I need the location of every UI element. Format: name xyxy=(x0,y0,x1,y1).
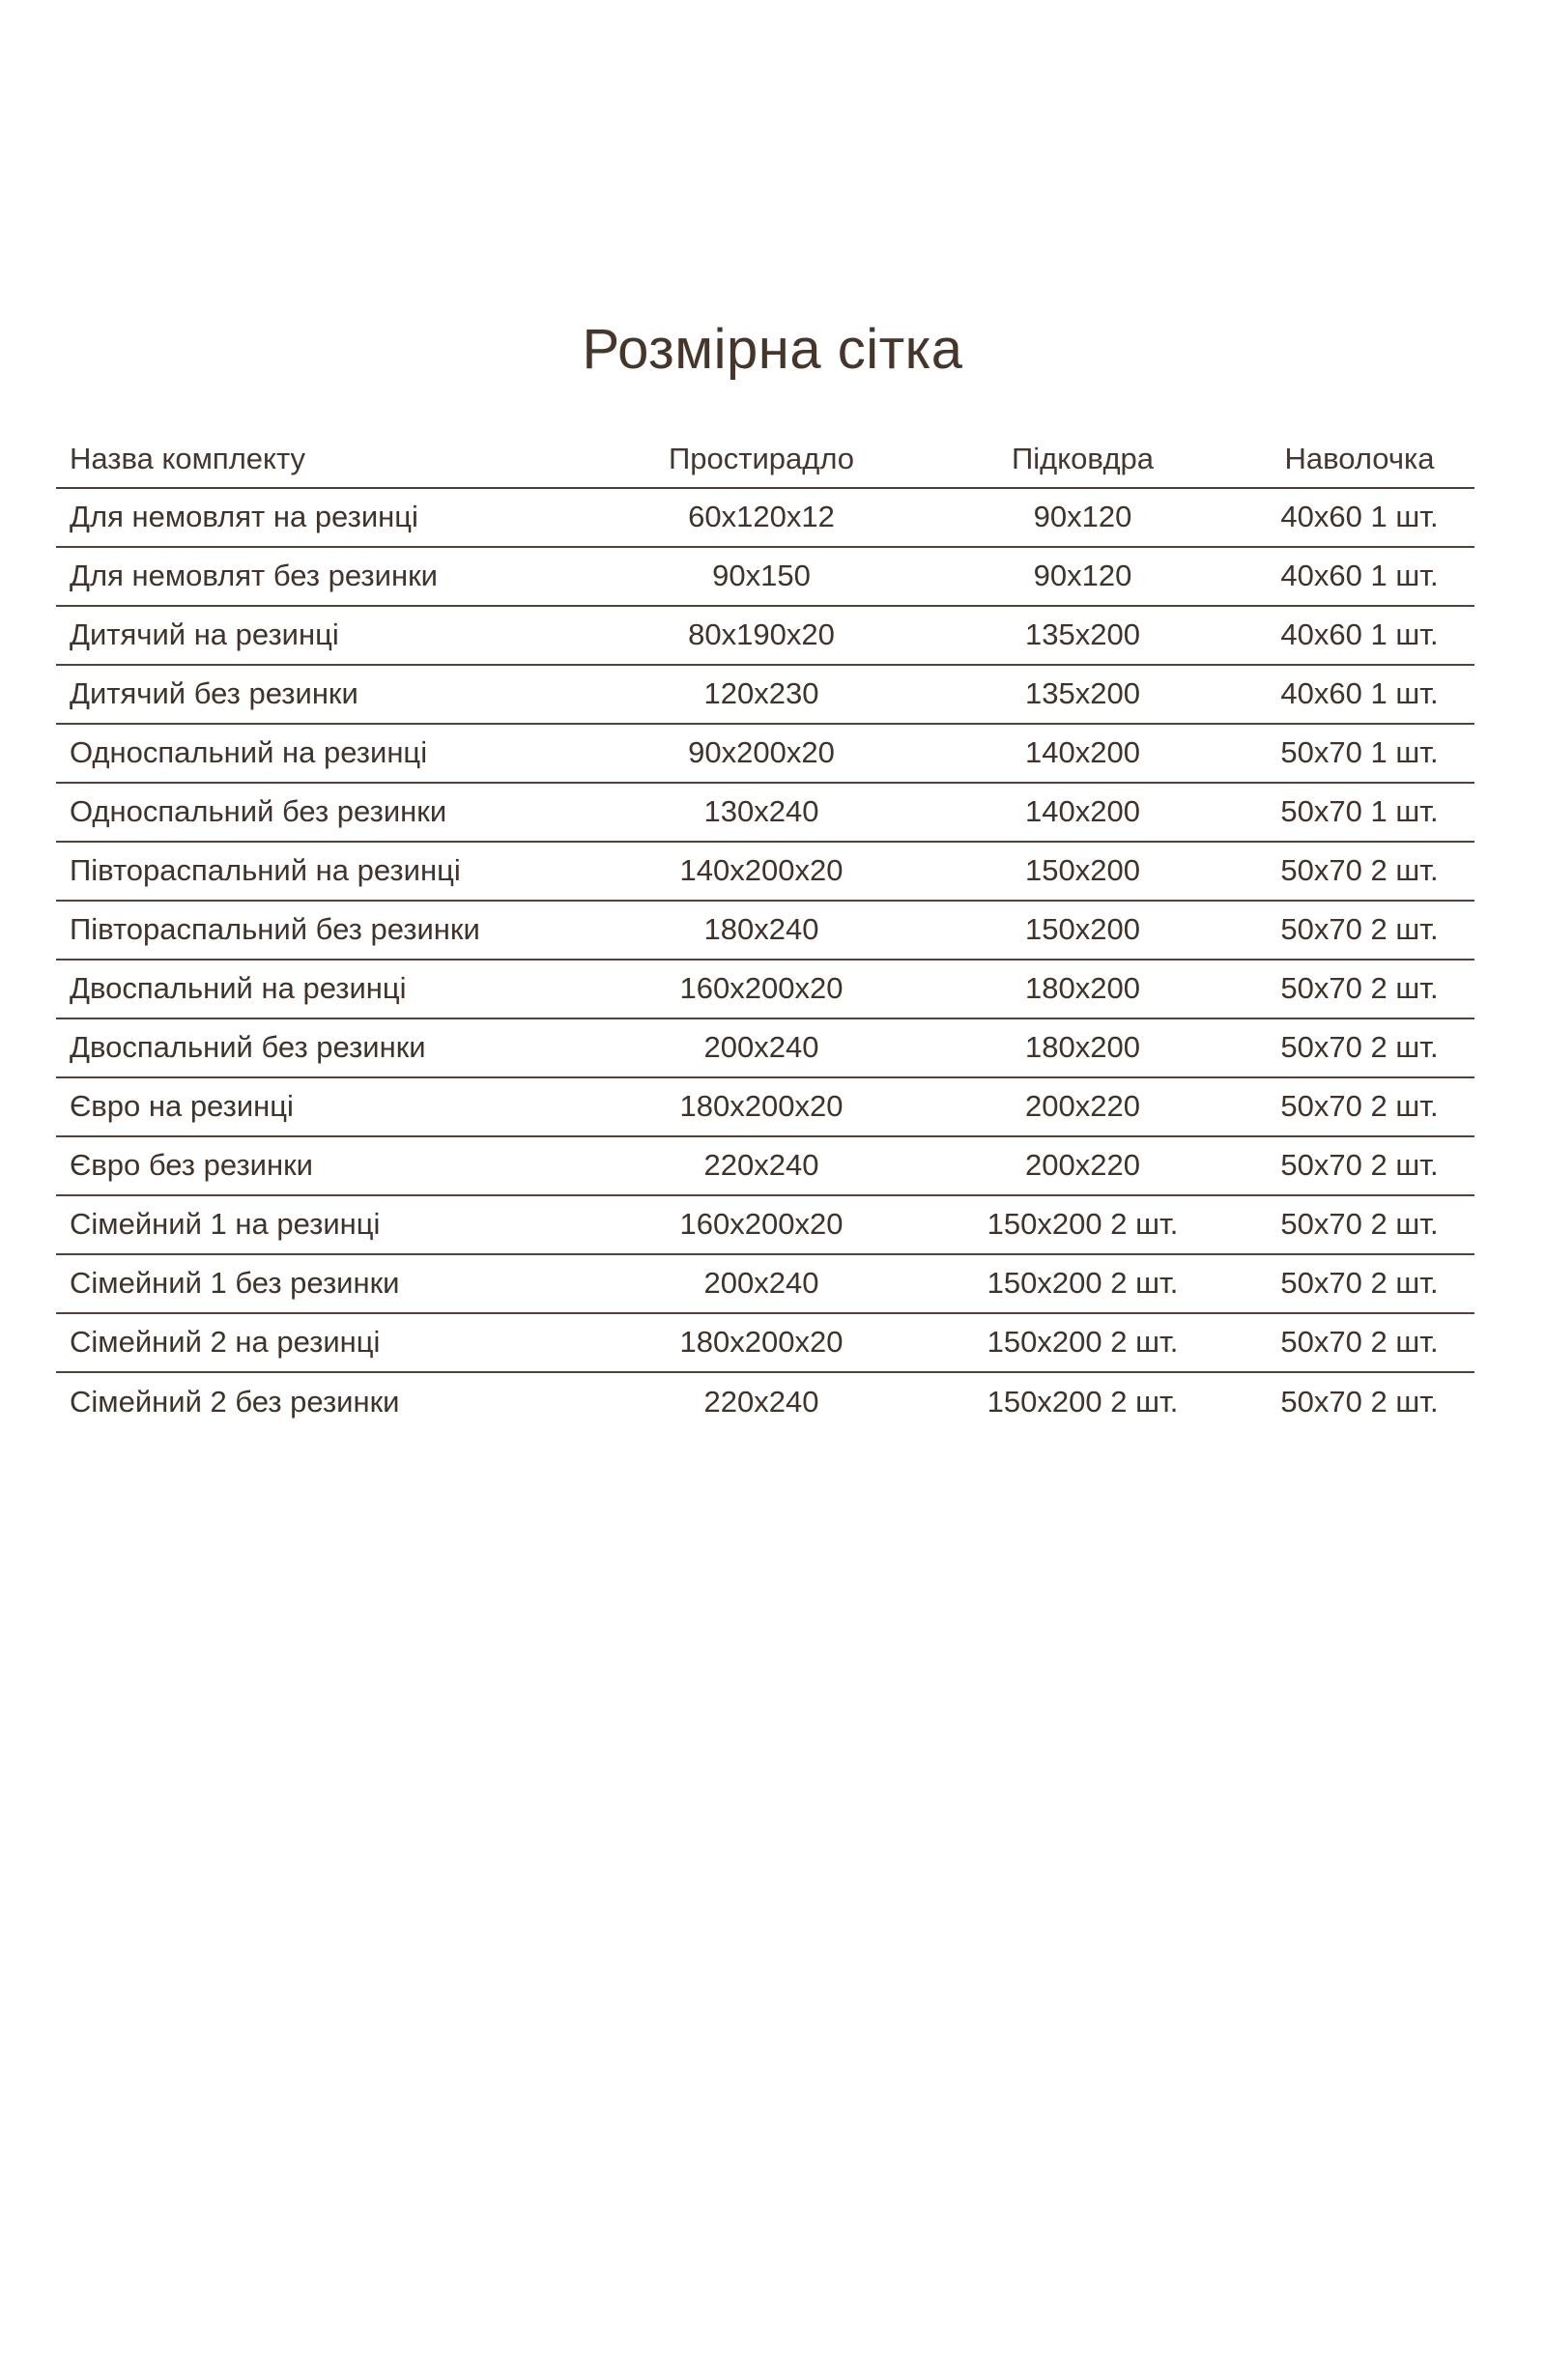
cell-pillowcase: 50х70 2 шт. xyxy=(1280,1207,1439,1242)
cell-set-name: Півтораспальний на резинці xyxy=(70,853,461,888)
cell-set-name: Євро без резинки xyxy=(70,1148,313,1183)
table-row xyxy=(56,784,1474,843)
cell-sheet: 220х240 xyxy=(703,1148,819,1183)
header-set-name: Назва комплекту xyxy=(70,441,306,475)
cell-pillowcase: 50х70 2 шт. xyxy=(1280,853,1439,888)
cell-duvet: 180х200 xyxy=(1025,971,1140,1006)
header-sheet: Простирадло xyxy=(668,441,855,475)
cell-set-name: Для немовлят без резинки xyxy=(70,559,438,593)
cell-duvet: 135х200 xyxy=(1025,617,1140,652)
cell-sheet: 160х200х20 xyxy=(679,1207,844,1242)
table-header-row xyxy=(56,431,1474,489)
cell-pillowcase: 40х60 1 шт. xyxy=(1280,617,1439,652)
header-duvet-cover: Підковдра xyxy=(1011,441,1155,475)
table-row xyxy=(56,1196,1474,1255)
cell-sheet: 160х200х20 xyxy=(679,971,844,1006)
cell-set-name: Сімейний 2 на резинці xyxy=(70,1325,381,1360)
cell-duvet: 150х200 2 шт. xyxy=(987,1385,1179,1419)
cell-sheet: 130х240 xyxy=(703,794,819,829)
cell-sheet: 200х240 xyxy=(703,1266,819,1301)
table-row xyxy=(56,1373,1474,1432)
cell-pillowcase: 50х70 2 шт. xyxy=(1280,1385,1439,1419)
table-row xyxy=(56,666,1474,725)
cell-set-name: Євро на резинці xyxy=(70,1089,294,1124)
cell-pillowcase: 50х70 2 шт. xyxy=(1280,1325,1439,1360)
cell-duvet: 90х120 xyxy=(1033,559,1132,593)
cell-duvet: 200х220 xyxy=(1025,1089,1140,1124)
cell-sheet: 200х240 xyxy=(703,1030,819,1065)
cell-sheet: 60х120х12 xyxy=(688,500,835,534)
cell-duvet: 150х200 xyxy=(1025,912,1140,947)
cell-sheet: 180х240 xyxy=(703,912,819,947)
cell-pillowcase: 50х70 1 шт. xyxy=(1280,794,1439,829)
table-body xyxy=(56,489,1474,1432)
cell-duvet: 150х200 2 шт. xyxy=(987,1207,1179,1242)
table-row xyxy=(56,607,1474,666)
table-row xyxy=(56,1137,1474,1196)
table-row xyxy=(56,961,1474,1019)
cell-duvet: 150х200 2 шт. xyxy=(987,1266,1179,1301)
table-row xyxy=(56,1078,1474,1137)
cell-pillowcase: 50х70 2 шт. xyxy=(1280,1148,1439,1183)
cell-set-name: Двоспальний без резинки xyxy=(70,1030,426,1065)
cell-sheet: 90х200х20 xyxy=(688,735,835,770)
cell-duvet: 90х120 xyxy=(1033,500,1132,534)
cell-set-name: Сімейний 2 без резинки xyxy=(70,1385,400,1419)
page-title: Розмірна сітка xyxy=(582,318,963,381)
cell-duvet: 200х220 xyxy=(1025,1148,1140,1183)
page xyxy=(0,319,1545,1432)
cell-pillowcase: 50х70 2 шт. xyxy=(1280,1089,1439,1124)
size-table xyxy=(56,431,1474,1432)
table-row xyxy=(56,1255,1474,1314)
cell-pillowcase: 50х70 2 шт. xyxy=(1280,971,1439,1006)
cell-pillowcase: 50х70 1 шт. xyxy=(1280,735,1439,770)
cell-pillowcase: 50х70 2 шт. xyxy=(1280,1030,1439,1065)
cell-duvet: 180х200 xyxy=(1025,1030,1140,1065)
cell-sheet: 120х230 xyxy=(703,676,819,711)
cell-sheet: 180х200х20 xyxy=(679,1089,844,1124)
cell-duvet: 135х200 xyxy=(1025,676,1140,711)
table-row xyxy=(56,548,1474,607)
cell-duvet: 150х200 2 шт. xyxy=(987,1325,1179,1360)
cell-duvet: 140х200 xyxy=(1025,735,1140,770)
cell-set-name: Односпальний без резинки xyxy=(70,794,447,829)
cell-set-name: Сімейний 1 без резинки xyxy=(70,1266,400,1301)
cell-set-name: Дитячий без резинки xyxy=(70,676,358,711)
cell-set-name: Односпальний на резинці xyxy=(70,735,428,770)
table-row xyxy=(56,1314,1474,1373)
cell-set-name: Сімейний 1 на резинці xyxy=(70,1207,381,1242)
cell-set-name: Дитячий на резинці xyxy=(70,617,339,652)
cell-sheet: 80х190х20 xyxy=(688,617,835,652)
cell-sheet: 180х200х20 xyxy=(679,1325,844,1360)
cell-sheet: 90х150 xyxy=(712,559,811,593)
table-row xyxy=(56,902,1474,961)
cell-pillowcase: 40х60 1 шт. xyxy=(1280,500,1439,534)
cell-pillowcase: 50х70 2 шт. xyxy=(1280,1266,1439,1301)
cell-set-name: Для немовлят на резинці xyxy=(70,500,418,534)
cell-pillowcase: 40х60 1 шт. xyxy=(1280,676,1439,711)
cell-duvet: 140х200 xyxy=(1025,794,1140,829)
cell-duvet: 150х200 xyxy=(1025,853,1140,888)
cell-sheet: 220х240 xyxy=(703,1385,819,1419)
table-row xyxy=(56,489,1474,548)
table-row xyxy=(56,1019,1474,1078)
cell-pillowcase: 50х70 2 шт. xyxy=(1280,912,1439,947)
cell-set-name: Двоспальний на резинці xyxy=(70,971,407,1006)
table-row xyxy=(56,725,1474,784)
cell-sheet: 140х200х20 xyxy=(679,853,844,888)
header-pillowcase: Наволочка xyxy=(1284,441,1435,475)
cell-set-name: Півтораспальний без резинки xyxy=(70,912,480,947)
table-row xyxy=(56,843,1474,902)
cell-pillowcase: 40х60 1 шт. xyxy=(1280,559,1439,593)
